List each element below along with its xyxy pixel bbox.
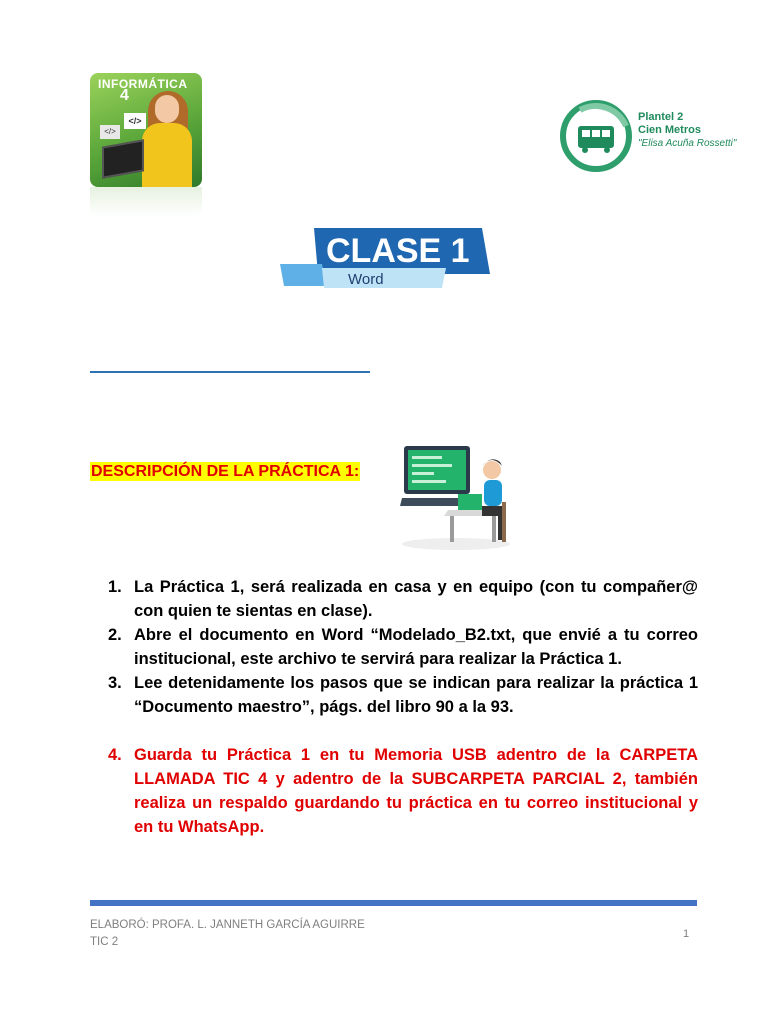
item-number: 1.	[108, 578, 122, 596]
item-number: 3.	[108, 674, 122, 692]
page-number: 1	[683, 928, 690, 940]
list-item	[108, 743, 698, 839]
book-card: </>	[124, 113, 146, 129]
book-reflection	[90, 187, 202, 217]
computer-user-illustration	[398, 440, 514, 552]
practice-heading: DESCRIPCIÓN DE LA PRÁCTICA 1:	[91, 463, 360, 480]
divider-line	[90, 371, 370, 373]
item-number: 2.	[108, 626, 122, 644]
item-number: 4.	[108, 746, 122, 764]
instructions-list	[108, 575, 698, 839]
list-item	[108, 575, 698, 623]
book-cover-image	[90, 73, 202, 187]
girl-face	[155, 95, 179, 123]
footer-course: TIC 2	[90, 936, 119, 948]
logo-line2: Cien Metros	[638, 124, 701, 136]
footer	[90, 917, 365, 951]
logo-line1: Plantel 2	[638, 111, 684, 123]
plantel-logo-text	[638, 111, 736, 150]
list-item	[108, 623, 698, 671]
book-title: INFORMÁTICA	[98, 77, 188, 91]
item-text: Guarda tu Práctica 1 en tu Memoria USB adentro de la CARPETA LLAMADA TIC 4 y adentro de la SUBCARPETA PARCIAL 2, también realiza un respaldo guardando tu práctica en tu correo institucional y en tu WhatsApp.	[134, 746, 698, 836]
item-text: Lee detenidamente los pasos que se indican para realizar la práctica 1 “Documento maestro”, págs. del libro 90 a la 93.	[134, 674, 698, 716]
banner-title: CLASE 1	[326, 232, 470, 270]
clase-banner	[278, 224, 492, 292]
footer-author: ELABORÓ: PROFA. L. JANNETH GARCÍA AGUIRRE	[90, 919, 365, 931]
banner-subtitle: Word	[348, 271, 384, 288]
item-text: La Práctica 1, será realizada en casa y en equipo (con tu compañer@ con quien te sientas en clase).	[134, 578, 698, 620]
plantel-logo-icon	[560, 100, 632, 172]
laptop-icon	[102, 139, 144, 178]
list-item	[108, 671, 698, 719]
book-card: </>	[100, 125, 120, 139]
book-number: 4	[120, 87, 129, 104]
logo-line3: "Elisa Acuña Rossetti"	[638, 138, 737, 149]
girl-body	[142, 123, 192, 187]
item-text: Abre el documento en Word “Modelado_B2.txt, que envié a tu correo institucional, este archivo te servirá para realizar la Práctica 1.	[134, 626, 698, 668]
footer-bar	[90, 900, 697, 906]
